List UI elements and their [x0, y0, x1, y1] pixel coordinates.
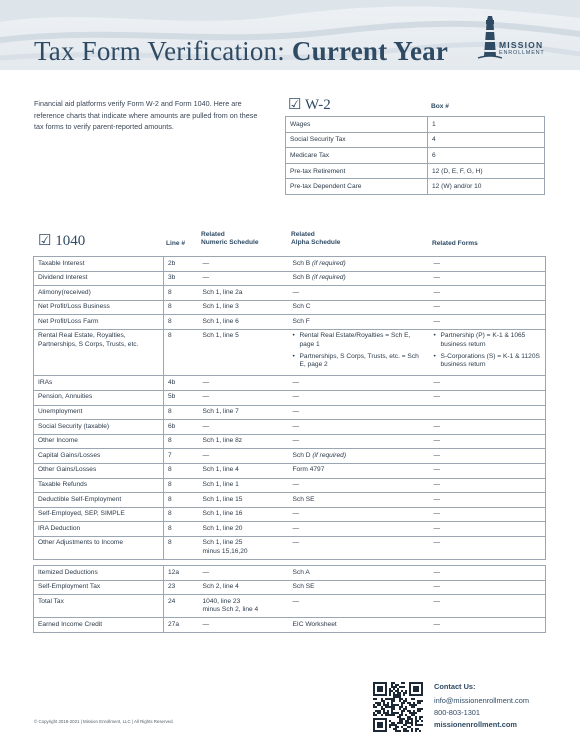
table-row [34, 300, 546, 315]
income-item: Capital Gains/Losses [34, 449, 164, 464]
numeric-schedule: Sch 1, line 7 [199, 405, 289, 420]
numeric-schedule: — [199, 420, 289, 435]
numeric-schedule: — [199, 376, 289, 391]
table-row [286, 132, 545, 148]
numeric-schedule: Sch 1, line 5 [199, 329, 289, 375]
table-row [286, 179, 545, 195]
alpha-schedule: — [289, 405, 430, 420]
line-number: 7 [164, 449, 199, 464]
w2-box-header: Box # [431, 103, 449, 110]
contact-header: Contact Us: [434, 682, 476, 691]
income-item: Social Security (taxable) [34, 420, 164, 435]
line-number: 8 [164, 536, 199, 559]
numeric-schedule: Sch 1, line 6 [199, 315, 289, 330]
numeric-schedule: Sch 1, line 4 [199, 463, 289, 478]
alpha-schedule: — [289, 420, 430, 435]
table-row [286, 117, 545, 133]
income-item: Dividend Interest [34, 271, 164, 286]
related-forms: — [430, 595, 546, 618]
table-row [34, 463, 546, 478]
line-number: 2b [164, 257, 199, 272]
income-item: Rental Real Estate, Royalties, Partnerships, S Corps, Trusts, etc. [34, 329, 164, 375]
related-forms: — [430, 449, 546, 464]
related-forms: — [430, 390, 546, 405]
alpha-schedule: Sch B (if required) [289, 271, 430, 286]
table-row [34, 390, 546, 405]
line-number: 8 [164, 434, 199, 449]
line-number: 8 [164, 300, 199, 315]
alpha-schedule: — [289, 434, 430, 449]
alpha-schedule: EIC Worksheet [289, 618, 430, 633]
w2-box: 12 (W) and/or 10 [428, 179, 545, 195]
numeric-schedule: Sch 2, line 4 [199, 580, 289, 595]
income-item: Deductible Self-Employment [34, 493, 164, 508]
alpha-schedule: Sch A [289, 566, 430, 581]
w2-section-title: ☑ W-2 [288, 97, 331, 113]
contact-phone[interactable]: 800-803-1301 [434, 708, 481, 717]
table-row [34, 434, 546, 449]
contact-website[interactable]: missionenrollment.com [434, 720, 517, 729]
table-row [34, 449, 546, 464]
w2-box: 12 (D, E, F, G, H) [428, 163, 545, 179]
checkbox-icon: ☑ [38, 233, 52, 249]
income-item: Net Profit/Loss Farm [34, 315, 164, 330]
table-row [34, 618, 546, 633]
related-forms: — [430, 300, 546, 315]
alpha-schedule: • Rental Real Estate/Royalties = Sch E, page 1 • Partnerships, S Corps, Trusts, etc. = Sch E, page 2 [289, 329, 430, 375]
alpha-schedule: Sch F [289, 315, 430, 330]
intro-paragraph: Financial aid platforms verify Form W-2 and Form 1040. Here are reference charts that indicate where amounts are pulled from on these tax forms to verify parent-reported amounts. [34, 99, 258, 132]
line-number: 12a [164, 566, 199, 581]
line-number: 8 [164, 405, 199, 420]
alpha-schedule: Sch B (if required) [289, 257, 430, 272]
w2-item: Medicare Tax [286, 148, 428, 164]
table-row [34, 271, 546, 286]
income-item: Taxable Refunds [34, 478, 164, 493]
numeric-schedule: — [199, 618, 289, 633]
line-number: 23 [164, 580, 199, 595]
w2-box: 1 [428, 117, 545, 133]
income-item: Alimony(received) [34, 286, 164, 301]
related-forms: — [430, 434, 546, 449]
income-item: Taxable Interest [34, 257, 164, 272]
related-forms: — [430, 566, 546, 581]
line-number: 24 [164, 595, 199, 618]
line-number: 27a [164, 618, 199, 633]
w2-item: Social Security Tax [286, 132, 428, 148]
table-row [34, 420, 546, 435]
table-row [34, 507, 546, 522]
numeric-schedule: 1040, line 23 minus Sch 2, line 4 [199, 595, 289, 618]
table-row [34, 315, 546, 330]
w2-item: Pre-tax Retirement [286, 163, 428, 179]
related-forms: — [430, 493, 546, 508]
table-row [34, 405, 546, 420]
table-row [286, 163, 545, 179]
related-forms: — [430, 580, 546, 595]
table-row [34, 566, 546, 581]
income-item: Other Adjustments to Income [34, 536, 164, 559]
page-title: Tax Form Verification: Current Year [34, 36, 449, 66]
line-number: 8 [164, 463, 199, 478]
related-forms: — [430, 618, 546, 633]
qr-code-icon [373, 682, 423, 732]
alpha-schedule: — [289, 376, 430, 391]
copyright-text: © Copyright 2018-2021 | Mission Enrollment, LLC | All Rights Reserved. [34, 719, 174, 724]
alpha-schedule: — [289, 286, 430, 301]
alpha-schedule: — [289, 522, 430, 537]
related-forms: — [430, 507, 546, 522]
line-number: 5b [164, 390, 199, 405]
numeric-schedule: — [199, 390, 289, 405]
table-row [34, 257, 546, 272]
logo-wordmark: MISSION [499, 40, 544, 50]
alpha-schedule: Sch SE [289, 493, 430, 508]
alpha-schedule: Sch D (if required) [289, 449, 430, 464]
logo-subtext: ENROLLMENT [499, 50, 545, 56]
alpha-schedule: Sch SE [289, 580, 430, 595]
w2-item: Wages [286, 117, 428, 133]
table-row [34, 493, 546, 508]
table-row [34, 286, 546, 301]
line-number: 8 [164, 478, 199, 493]
income-item: Total Tax [34, 595, 164, 618]
income-item: Pension, Annuities [34, 390, 164, 405]
income-item: Other Income [34, 434, 164, 449]
numeric-schedule: — [199, 566, 289, 581]
line-number: 8 [164, 286, 199, 301]
table-row [34, 595, 546, 618]
w2-box: 4 [428, 132, 545, 148]
w2-box: 6 [428, 148, 545, 164]
table-row [34, 376, 546, 391]
alpha-schedule: — [289, 536, 430, 559]
numeric-schedule: — [199, 449, 289, 464]
numeric-schedule: Sch 1, line 20 [199, 522, 289, 537]
line-number: 8 [164, 522, 199, 537]
line-number: 6b [164, 420, 199, 435]
related-forms: — [430, 463, 546, 478]
table-row [34, 522, 546, 537]
checkbox-icon: ☑ [288, 97, 302, 113]
numeric-schedule: — [199, 257, 289, 272]
related-forms: — [430, 522, 546, 537]
related-forms: — [430, 478, 546, 493]
contact-email[interactable]: info@missionenrollment.com [434, 696, 529, 705]
col-header-alpha: Related Alpha Schedule [291, 231, 341, 247]
alpha-schedule: — [289, 478, 430, 493]
numeric-schedule: Sch 1, line 25 minus 15,16,20 [199, 536, 289, 559]
col-header-line: Line # [166, 240, 186, 247]
line-number: 8 [164, 493, 199, 508]
numeric-schedule: — [199, 271, 289, 286]
related-forms: — [430, 536, 546, 559]
col-header-forms: Related Forms [432, 240, 478, 247]
line-number: 3b [164, 271, 199, 286]
related-forms: — [430, 315, 546, 330]
line-number: 8 [164, 329, 199, 375]
numeric-schedule: Sch 1, line 2a [199, 286, 289, 301]
income-item: Itemized Deductions [34, 566, 164, 581]
related-forms: — [430, 420, 546, 435]
related-forms [430, 405, 546, 420]
related-forms: • Partnership (P) = K-1 & 1065 business return • S-Corporations (S) = K-1 & 1120S business return [430, 329, 546, 375]
table-row [34, 478, 546, 493]
numeric-schedule: Sch 1, line 15 [199, 493, 289, 508]
table-row [34, 580, 546, 595]
numeric-schedule: Sch 1, line 1 [199, 478, 289, 493]
alpha-schedule: — [289, 390, 430, 405]
related-forms: — [430, 286, 546, 301]
alpha-schedule: — [289, 507, 430, 522]
numeric-schedule: Sch 1, line 16 [199, 507, 289, 522]
alpha-schedule: — [289, 595, 430, 618]
income-item: IRAs [34, 376, 164, 391]
page-header [0, 0, 580, 70]
alpha-schedule: Form 4797 [289, 463, 430, 478]
line-number: 8 [164, 507, 199, 522]
col-header-numeric: Related Numeric Schedule [201, 231, 259, 247]
form-1040-table [33, 256, 546, 633]
w2-table [285, 116, 545, 195]
income-item: Other Gains/Losses [34, 463, 164, 478]
w2-item: Pre-tax Dependent Care [286, 179, 428, 195]
numeric-schedule: Sch 1, line 8z [199, 434, 289, 449]
income-item: Self-Employment Tax [34, 580, 164, 595]
income-item: Self-Employed, SEP, SIMPLE [34, 507, 164, 522]
line-number: 4b [164, 376, 199, 391]
table-row [34, 536, 546, 559]
income-item: IRA Deduction [34, 522, 164, 537]
income-item: Net Profit/Loss Business [34, 300, 164, 315]
table-row [34, 329, 546, 375]
related-forms: — [430, 257, 546, 272]
numeric-schedule: Sch 1, line 3 [199, 300, 289, 315]
table-row [286, 148, 545, 164]
related-forms: — [430, 376, 546, 391]
line-number: 8 [164, 315, 199, 330]
related-forms: — [430, 271, 546, 286]
income-item: Unemployment [34, 405, 164, 420]
form-1040-section-title: ☑ 1040 [38, 233, 86, 249]
income-item: Earned Income Credit [34, 618, 164, 633]
alpha-schedule: Sch C [289, 300, 430, 315]
